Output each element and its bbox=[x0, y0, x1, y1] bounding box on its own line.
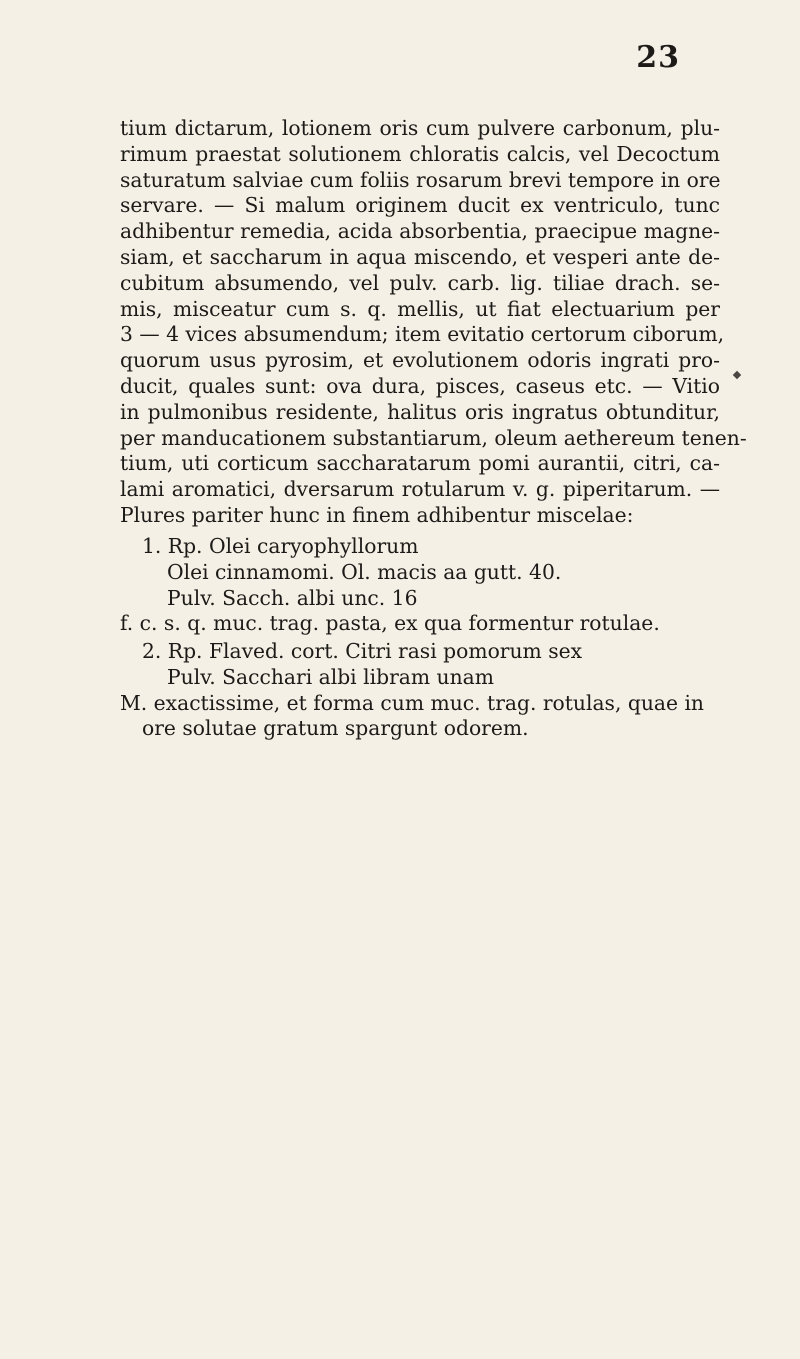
text-line: rimum praestat solutionem chloratis calcis, vel Decoctum bbox=[120, 141, 720, 166]
text-line: saturatum salviae cum foliis rosarum brevi tempore in ore bbox=[120, 167, 721, 192]
text-line: mis, misceatur cum s. q. mellis, ut fiat electuarium per bbox=[120, 296, 720, 321]
recipe-line: Pulv. Sacch. albi unc. 16 bbox=[167, 585, 418, 610]
page-number: 23 bbox=[636, 40, 680, 75]
text-line: Plures pariter hunc in finem adhibentur miscelae: bbox=[120, 502, 634, 527]
recipe-line: M. exactissime, et forma cum muc. trag. rotulas, quae in bbox=[120, 690, 704, 715]
recipe-line: 1. Rp. Olei caryophyllorum bbox=[142, 534, 419, 558]
recipe-one bbox=[120, 534, 720, 637]
text-line: cubitum absumendo, vel pulv. carb. lig. tiliae drach. se- bbox=[120, 270, 720, 295]
text-line: adhibentur remedia, acida absorbentia, praecipue magne- bbox=[120, 219, 720, 244]
text-line: tium, uti corticum saccharatarum pomi aurantii, citri, ca- bbox=[120, 451, 720, 476]
text-line: in pulmonibus residente, halitus oris ingratus obtunditur, bbox=[120, 399, 720, 424]
text-line: 3 — 4 vices absumendum; item evitatio certorum ciborum, bbox=[120, 322, 725, 347]
body-paragraph bbox=[120, 116, 747, 529]
recipe-line: Olei cinnamomi. Ol. macis aa gutt. 40. bbox=[167, 559, 562, 584]
text-line: ducit, quales sunt: ova dura, pisces, caseus etc. — Vitio bbox=[120, 373, 720, 398]
recipe-two bbox=[120, 639, 720, 742]
text-line: servare. — Si malum originem ducit ex ventriculo, tunc bbox=[120, 193, 720, 218]
recipe-line: f. c. s. q. muc. trag. pasta, ex qua formentur rotulae. bbox=[120, 611, 660, 636]
text-line: tium dictarum, lotionem oris cum pulvere carbonum, plu- bbox=[120, 116, 720, 140]
print-speck bbox=[733, 371, 741, 379]
text-line: per manducationem substantiarum, oleum aethereum tenen- bbox=[120, 425, 747, 450]
text-line: lami aromatici, dversarum rotularum v. g. piperitarum. — bbox=[120, 477, 720, 502]
recipe-line: Pulv. Sacchari albi libram unam bbox=[167, 664, 494, 689]
text-line: quorum usus pyrosim, et evolutionem odoris ingrati pro- bbox=[120, 348, 720, 373]
recipe-line: 2. Rp. Flaved. cort. Citri rasi pomorum sex bbox=[142, 639, 583, 663]
text-line: siam, et saccharum in aqua miscendo, et vesperi ante de- bbox=[120, 244, 720, 269]
recipe-line: ore solutae gratum spargunt odorem. bbox=[142, 716, 529, 741]
